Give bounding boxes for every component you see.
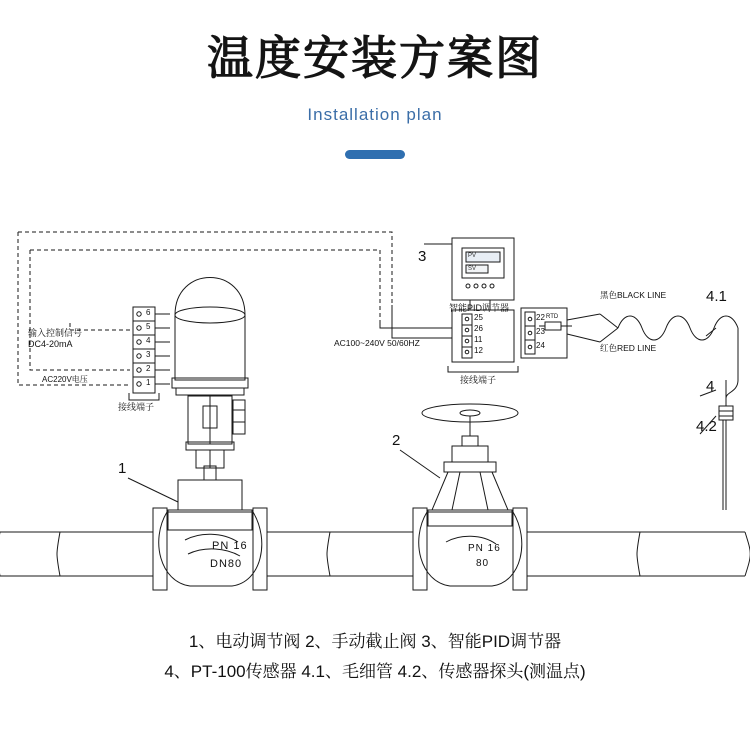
left-pin-1: 1 (146, 378, 151, 387)
left-control-valve-body (153, 480, 267, 590)
diagram-svg (0, 210, 750, 650)
red-line-label: 红色RED LINE (600, 343, 657, 353)
right-valve-dn-label: 80 (476, 558, 490, 569)
callout-4-1: 4.1 (706, 288, 727, 305)
right-pin-12: 12 (474, 346, 483, 355)
page-subtitle: Installation plan (307, 105, 443, 124)
left-valve-dn-label: DN80 (210, 558, 243, 570)
left-pin-4: 4 (146, 336, 151, 345)
left-pin-3: 3 (146, 350, 151, 359)
controller-display-pv: PV (468, 253, 477, 259)
left-pin-6: 6 (146, 308, 151, 317)
diagram-canvas (0, 210, 750, 650)
callout-4-2: 4.2 (696, 418, 717, 435)
callout-leaders (128, 450, 440, 502)
rtd-pin-23: 23 (536, 327, 545, 336)
callout-1: 1 (118, 460, 127, 477)
rtd-pin-22: 22 (536, 313, 545, 322)
right-pin-26: 26 (474, 324, 483, 333)
input-signal-label: 输入控制信号 DC4-20mA (28, 328, 83, 350)
callout-4: 4 (706, 378, 715, 395)
callout-2: 2 (392, 432, 401, 449)
pipework (0, 532, 750, 576)
legend-line-1: 1、电动调节阀 2、手动截止阀 3、智能PID调节器 (188, 632, 562, 651)
rtd-pin-24: 24 (536, 341, 545, 350)
legend-line-2: 4、PT-100传感器 4.1、毛细管 4.2、传感器探头(测温点) (164, 662, 586, 681)
right-valve-pn-label: PN 16 (468, 543, 501, 554)
left-pin-2: 2 (146, 364, 151, 373)
title-underline-decoration (345, 150, 405, 159)
controller-display-sv: SV (468, 266, 477, 272)
signal-wiring-dashed (18, 232, 392, 385)
left-pin-5: 5 (146, 322, 151, 331)
ac-power-label: AC100~240V 50/60HZ (334, 338, 420, 348)
left-terminal-block-label: 接线端子 (118, 402, 155, 412)
manual-globe-valve (413, 404, 527, 590)
left-valve-pn-label: PN 16 (212, 540, 248, 552)
right-terminal-block-label: 接线端子 (460, 375, 497, 385)
page-title: 温度安装方案图 (207, 32, 543, 84)
ac220v-label: AC220V电压 (42, 375, 88, 384)
rtd-label: RTD (546, 314, 559, 320)
callout-3: 3 (418, 248, 427, 265)
black-line-label: 黑色BLACK LINE (600, 290, 667, 300)
electric-actuator (172, 278, 248, 481)
right-pin-25: 25 (474, 313, 483, 322)
right-pin-11: 11 (474, 335, 483, 344)
pid-controller-label: 智能PID调节器 (449, 303, 510, 313)
